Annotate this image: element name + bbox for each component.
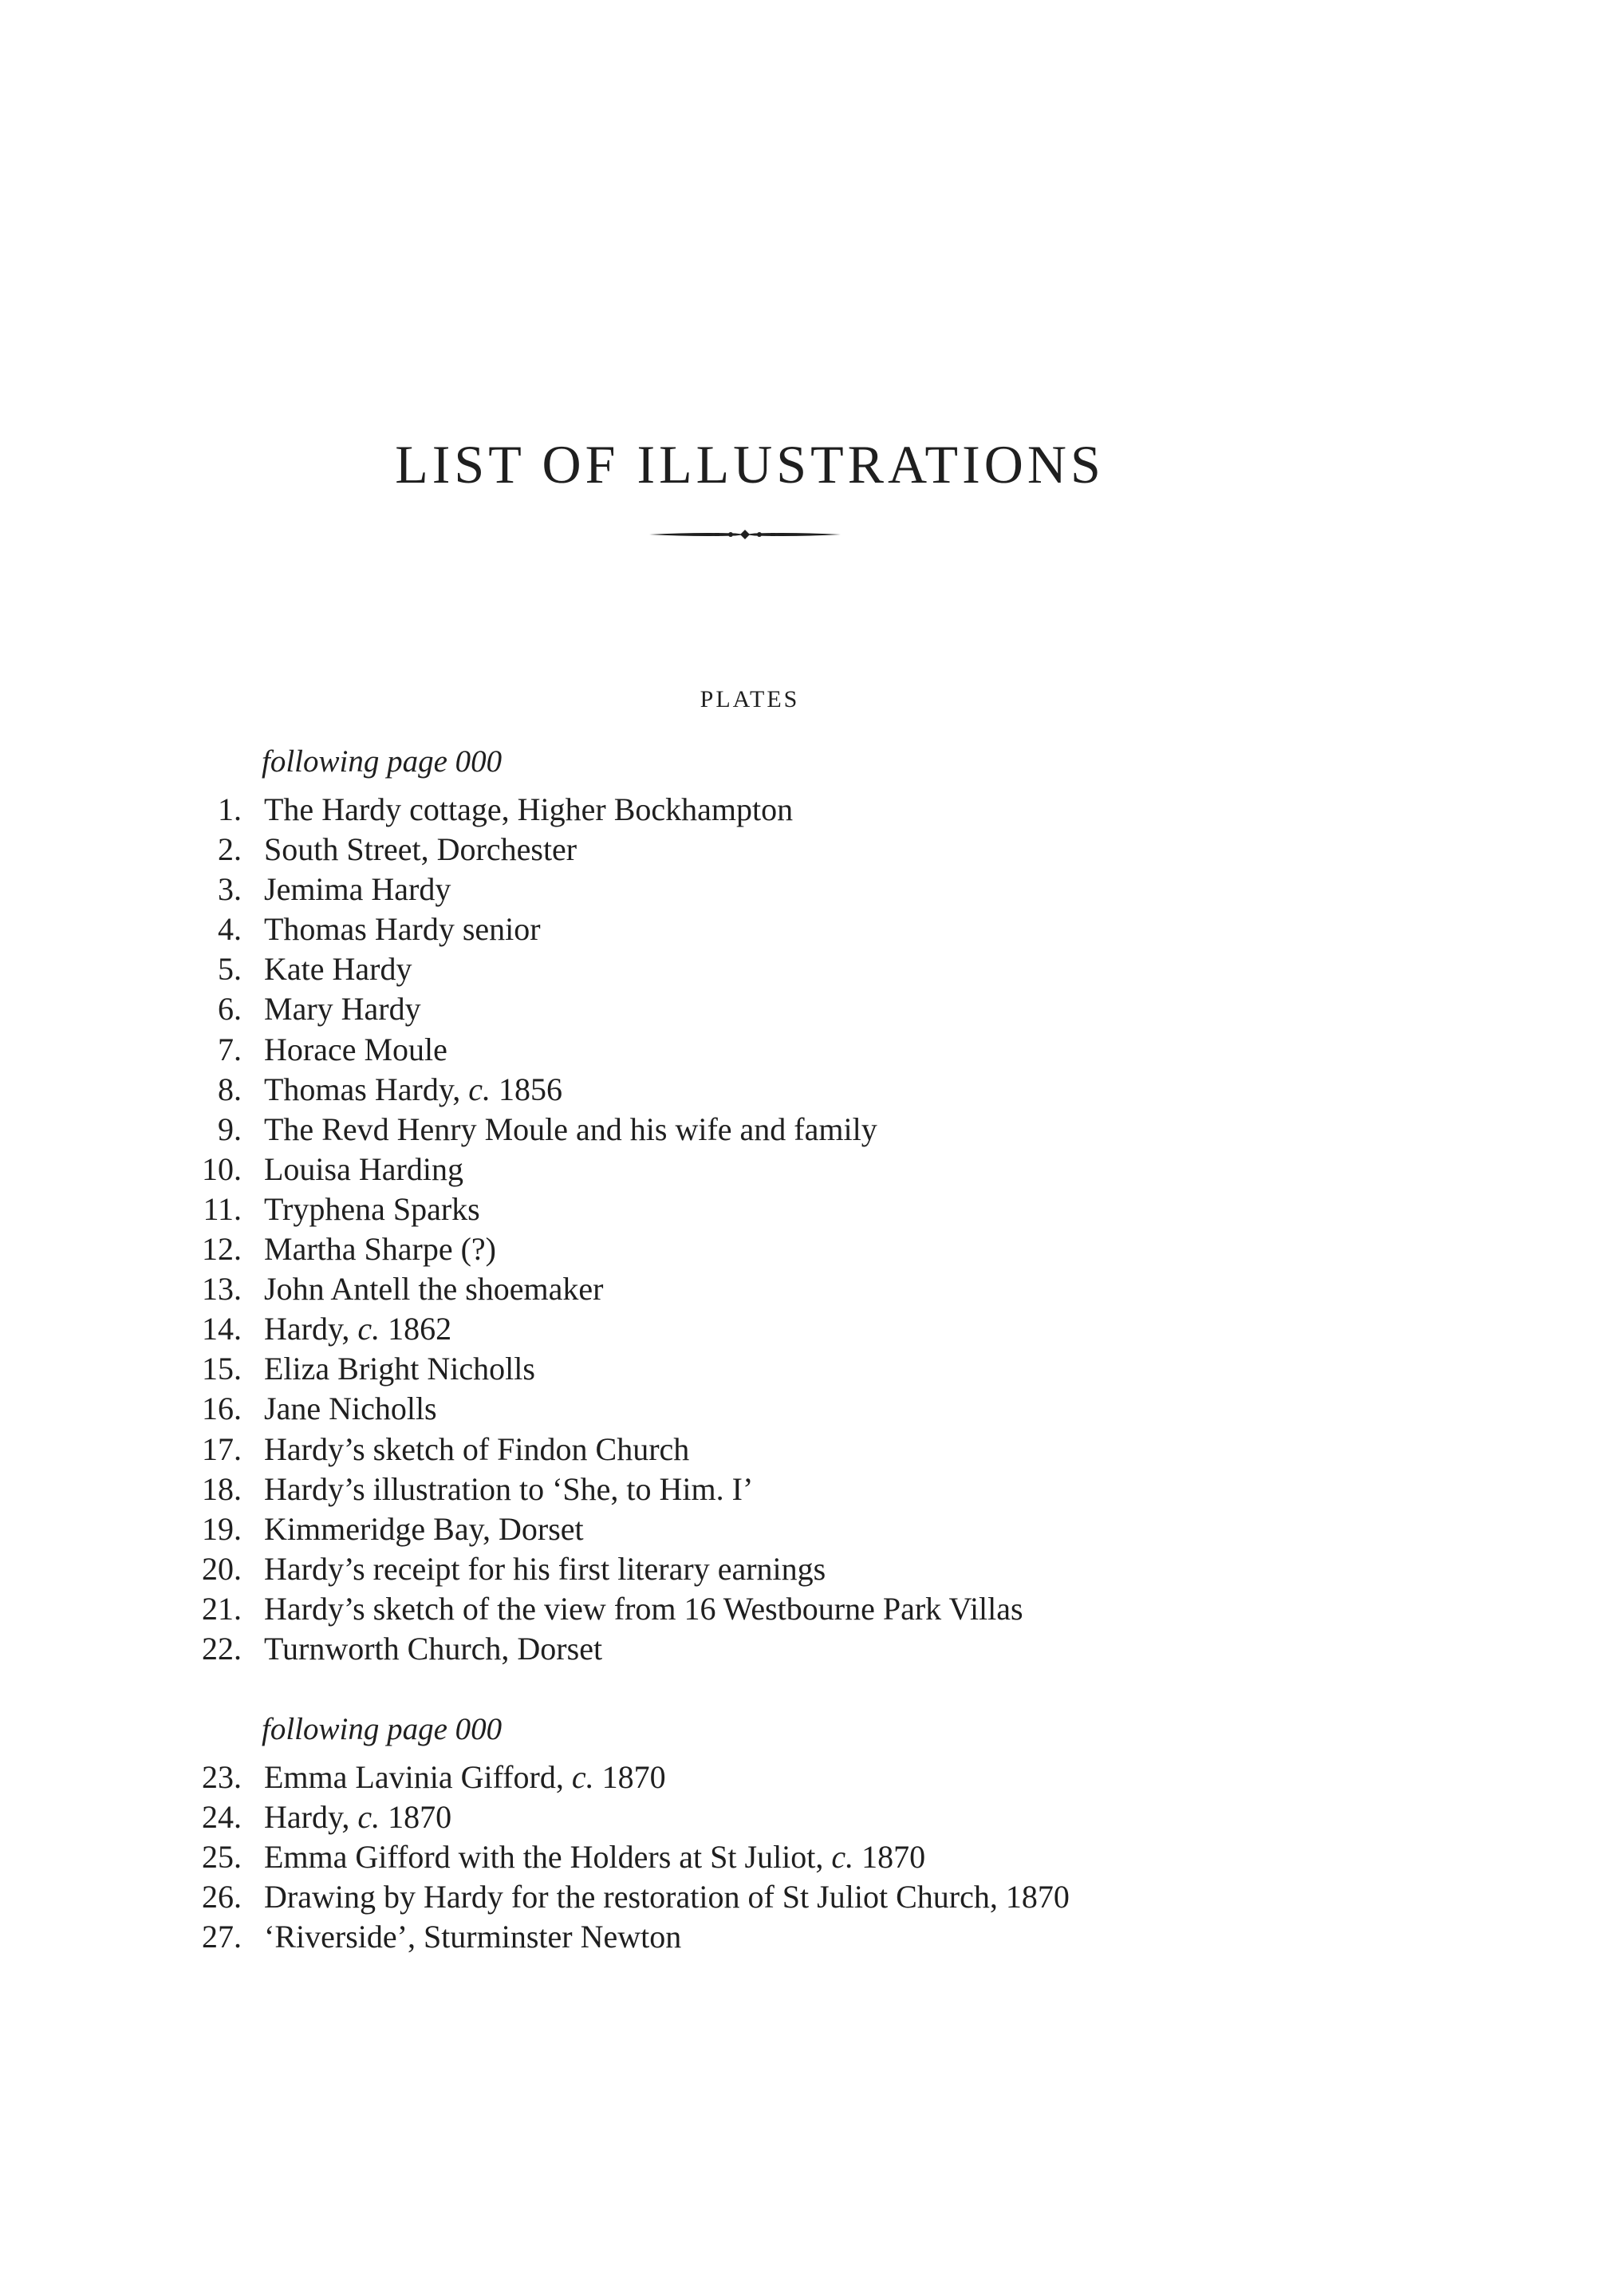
list-item <box>0 1509 1516 1549</box>
plate-caption: Hardy, c. 1862 <box>264 1311 452 1347</box>
plate-number: 7. <box>218 1031 242 1067</box>
plate-caption: Louisa Harding <box>264 1150 463 1187</box>
plate-list-group-1 <box>0 790 1516 1669</box>
plate-caption: Kate Hardy <box>264 951 412 988</box>
group-heading: following page 000 <box>262 1712 503 1746</box>
plate-number: 24. <box>202 1799 242 1836</box>
plate-number: 8. <box>218 1071 242 1107</box>
list-item <box>0 830 1516 870</box>
plate-caption: Hardy, c. 1870 <box>264 1799 452 1836</box>
plate-caption: Turnworth Church, Dorset <box>264 1630 603 1667</box>
plate-caption: Jane Nicholls <box>264 1391 437 1427</box>
list-item <box>0 1070 1516 1110</box>
list-item <box>0 870 1516 909</box>
plate-caption: Emma Lavinia Gifford, c. 1870 <box>264 1759 666 1795</box>
list-item <box>0 1030 1516 1070</box>
plate-caption: Thomas Hardy, c. 1856 <box>264 1071 562 1107</box>
list-item <box>0 1629 1516 1669</box>
group-heading: following page 000 <box>262 744 503 779</box>
plate-caption: Hardy’s sketch of Findon Church <box>264 1430 690 1467</box>
plate-number: 21. <box>202 1590 242 1627</box>
list-item <box>0 1589 1516 1629</box>
plate-caption: The Hardy cottage, Higher Bockhampton <box>264 791 794 827</box>
list-item <box>0 1758 1516 1797</box>
plate-number: 1. <box>218 791 242 827</box>
list-item <box>0 1470 1516 1509</box>
list-item <box>0 1549 1516 1589</box>
plate-number: 11. <box>203 1190 242 1227</box>
page-title: LIST OF ILLUSTRATIONS <box>395 434 1105 495</box>
plate-caption: Thomas Hardy senior <box>264 911 541 948</box>
plate-number: 25. <box>202 1839 242 1876</box>
plate-number: 13. <box>202 1271 242 1308</box>
plate-number: 4. <box>218 911 242 948</box>
section-heading-plates: PLATES <box>700 686 800 712</box>
plate-caption: Hardy’s sketch of the view from 16 Westbourne Park Villas <box>264 1590 1023 1627</box>
plate-caption: Hardy’s receipt for his first literary earnings <box>264 1550 826 1587</box>
plate-number: 22. <box>202 1630 242 1667</box>
plate-caption: Eliza Bright Nicholls <box>264 1351 535 1387</box>
plate-number: 23. <box>202 1759 242 1795</box>
plate-number: 20. <box>202 1550 242 1587</box>
plate-caption: Emma Gifford with the Holders at St Juliot, c. 1870 <box>264 1839 926 1876</box>
plate-number: 2. <box>218 831 242 868</box>
list-item <box>0 1349 1516 1389</box>
plate-number: 27. <box>202 1919 242 1955</box>
list-item <box>0 1229 1516 1269</box>
list-item <box>0 1269 1516 1309</box>
list-item <box>0 1877 1516 1917</box>
plate-caption: The Revd Henry Moule and his wife and family <box>264 1111 877 1147</box>
plate-number: 6. <box>218 991 242 1028</box>
plate-caption: Horace Moule <box>264 1031 447 1067</box>
plate-number: 14. <box>202 1311 242 1347</box>
list-item <box>0 1917 1516 1957</box>
plate-number: 9. <box>218 1111 242 1147</box>
list-item <box>0 1389 1516 1429</box>
list-item <box>0 909 1516 949</box>
plate-caption: John Antell the shoemaker <box>264 1271 604 1308</box>
plate-number: 5. <box>218 951 242 988</box>
ornament-divider-icon <box>648 525 842 544</box>
plate-number: 16. <box>202 1391 242 1427</box>
list-item <box>0 790 1516 830</box>
plate-caption: Drawing by Hardy for the restoration of St Juliot Church, 1870 <box>264 1879 1070 1915</box>
list-item <box>0 1110 1516 1150</box>
list-item <box>0 1837 1516 1877</box>
plate-caption: ‘Riverside’, Sturminster Newton <box>264 1919 682 1955</box>
plate-list-group-2 <box>0 1758 1516 1957</box>
plate-caption: Mary Hardy <box>264 991 421 1028</box>
list-item <box>0 1189 1516 1229</box>
plate-number: 3. <box>218 871 242 908</box>
list-item <box>0 1430 1516 1470</box>
list-item <box>0 949 1516 989</box>
plate-caption: Jemima Hardy <box>264 871 451 908</box>
plate-number: 17. <box>202 1430 242 1467</box>
plate-caption: Martha Sharpe (?) <box>264 1231 496 1268</box>
plate-number: 12. <box>202 1231 242 1268</box>
plate-number: 26. <box>202 1879 242 1915</box>
list-item <box>0 1150 1516 1189</box>
plate-caption: Kimmeridge Bay, Dorset <box>264 1510 584 1547</box>
plate-number: 18. <box>202 1470 242 1507</box>
list-item <box>0 1797 1516 1837</box>
plate-caption: Tryphena Sparks <box>264 1190 480 1227</box>
plate-caption: Hardy’s illustration to ‘She, to Him. I’ <box>264 1470 754 1507</box>
plate-caption: South Street, Dorchester <box>264 831 577 868</box>
plate-number: 19. <box>202 1510 242 1547</box>
plate-number: 10. <box>202 1150 242 1187</box>
list-item <box>0 989 1516 1029</box>
plate-number: 15. <box>202 1351 242 1387</box>
list-item <box>0 1309 1516 1349</box>
